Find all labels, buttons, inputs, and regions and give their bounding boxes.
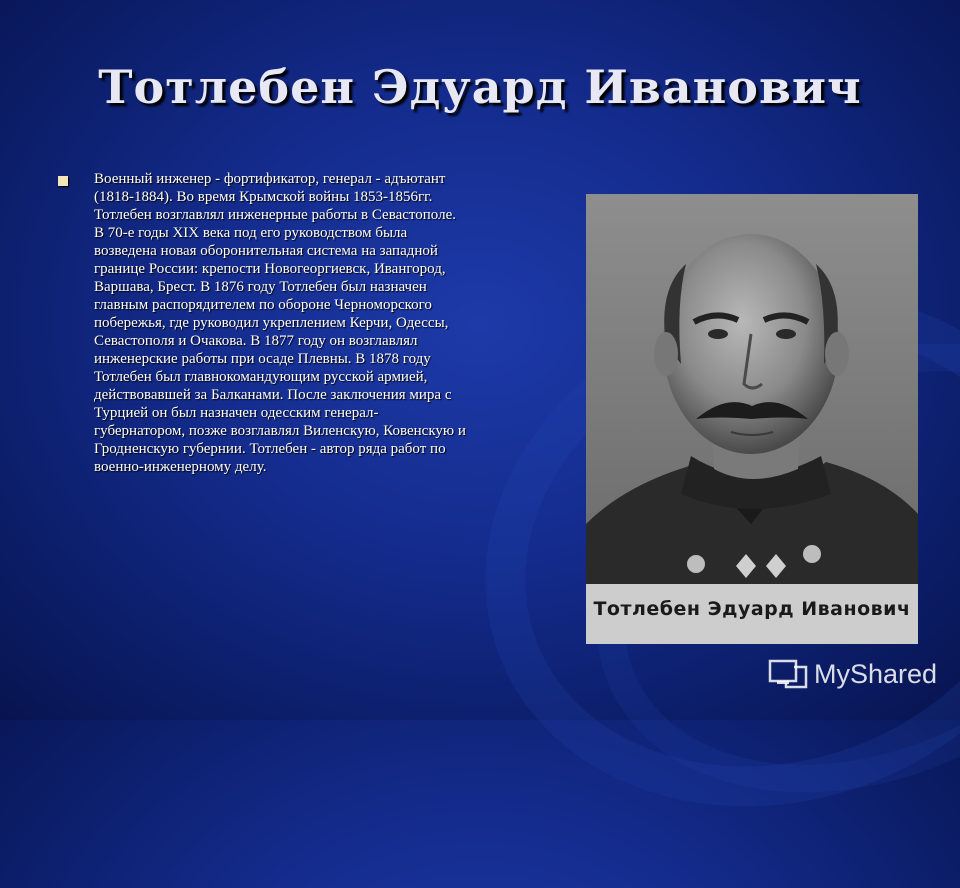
bullet-text: Военный инженер - фортификатор, генерал - адъютант (1818-1884). Во время Крымской войны 1853-1856гг. Тотлебен возглавлял инженерные работы в Севастополе. В 70-е годы XIX века под его руководством была возведена новая оборонительная система на западной границе России: крепости Новогеоргиевск, Ивангород, Варшава, Брест. В 1876 году Тотлебен был назначен главным распорядителем по обороне Черноморского побережья, где руководил укреплением Керчи, Одессы, Севастополя и Очакова. В 1877 году он возглавлял инженерские работы при осаде Плевны. В 1878 году Тотлебен был главнокомандующим русской армией, действовавшей за Балканами. После заключения мира с Турцией он был назначен одесским генерал-губернатором, позже возглавлял Виленскую, Ковенскую и Гродненскую губернии. Тотлебен - автор ряда работ по военно-инженерному делу. bbox=[94, 171, 466, 475]
watermark-text: MyShared bbox=[814, 658, 938, 689]
watermark bbox=[768, 656, 937, 692]
portrait-photo bbox=[586, 194, 918, 644]
slide-title: Тотлебен Эдуард Иванович bbox=[98, 60, 862, 114]
bullet-item bbox=[58, 170, 468, 476]
photo-caption: Тотлебен Эдуард Иванович bbox=[593, 598, 911, 620]
myshared-logo-icon bbox=[768, 657, 808, 691]
slide-body bbox=[58, 170, 468, 476]
portrait-illustration bbox=[586, 194, 918, 644]
bullet-square-icon bbox=[58, 176, 68, 186]
